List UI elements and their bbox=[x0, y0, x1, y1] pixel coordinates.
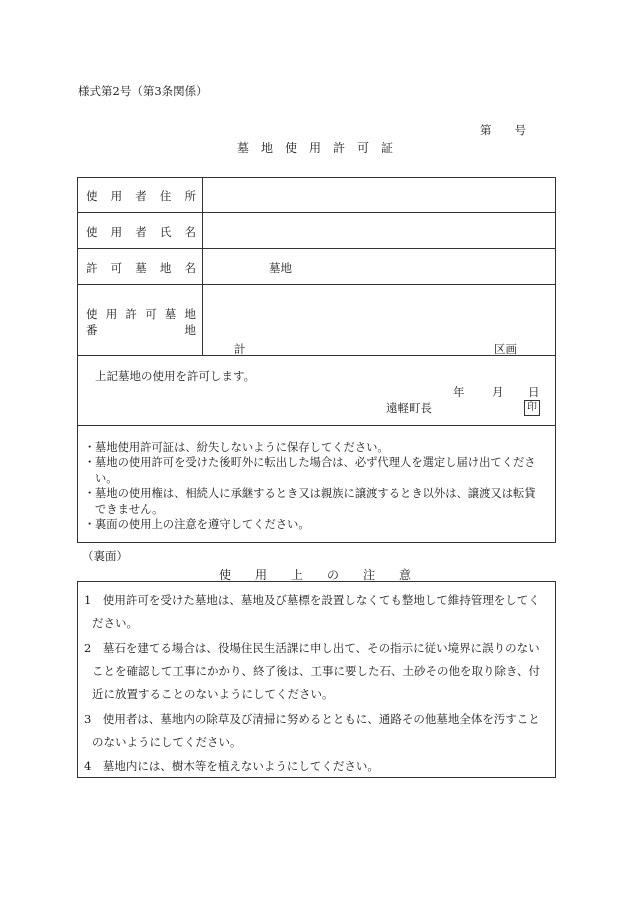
permit-statement: 上記墓地の使用を許可します。 bbox=[95, 369, 256, 383]
permit-table bbox=[77, 177, 556, 543]
seal-mark: 印 bbox=[524, 400, 540, 416]
caution-1-line-2: ださい。 bbox=[92, 616, 138, 630]
signer-title: 遠軽町長 bbox=[386, 401, 432, 415]
row-lot-number bbox=[78, 285, 555, 356]
caution-title: 使 用 上 の 注 意 bbox=[218, 568, 411, 582]
caution-3-line-2: のないようにしてください。 bbox=[92, 735, 242, 749]
label-cell bbox=[78, 178, 203, 212]
caution-box bbox=[77, 581, 556, 778]
permit-statement-block bbox=[78, 356, 555, 426]
label-lot-line2: 番 地 bbox=[86, 323, 196, 337]
label-user-address: 使 用 者 住 所 bbox=[86, 189, 196, 203]
caution-2-line-1: 2 墓石を建てる場合は、役場住民生活課に申し出て、その指示に従い境界に誤りのない bbox=[84, 641, 540, 655]
row-grave-name bbox=[78, 249, 555, 285]
reverse-side-label: （裏面） bbox=[82, 549, 128, 563]
date-year-label: 年 bbox=[453, 385, 465, 399]
document-title: 墓 地 使 用 許 可 証 bbox=[236, 141, 393, 155]
date-day-label: 日 bbox=[528, 385, 540, 399]
value-lot-unit: 区画 bbox=[494, 342, 517, 356]
row-user-name bbox=[78, 213, 555, 249]
label-cell bbox=[78, 213, 203, 248]
note-item: ・ 墓地の使用許可を受けた後町外に転出した場合は、必ず代理人を選定し届け出てくださ い。 bbox=[84, 456, 536, 485]
note-item: ・ 墓地の使用権は、相続人に承継するとき又は親族に譲渡するとき以外は、譲渡又は転貸 できません。 bbox=[84, 487, 536, 516]
caution-1-line-1: 1 使用許可を受けた墓地は、墓地及び墓標を設置しなくても整地して維持管理をしてく bbox=[84, 593, 540, 607]
note-item: ・ 裏面の使用上の注意を遵守してください。 bbox=[84, 518, 310, 531]
form-number: 様式第2号（第3条関係） bbox=[78, 84, 208, 98]
caution-2-line-3: 近に放置することのないようにしてください。 bbox=[92, 687, 334, 701]
row-user-address bbox=[78, 178, 555, 213]
caution-3-line-1: 3 使用者は、墓地内の除草及び清掃に努めるとともに、通路その他墓地全体を汚すこと bbox=[84, 712, 540, 726]
note-item: ・ 墓地使用許可証は、紛失しないように保存してください。 bbox=[84, 441, 389, 454]
document-number: 第 号 bbox=[480, 123, 526, 137]
value-lot-total: 計 bbox=[234, 342, 246, 356]
caution-2-line-2: ことを確認して工事にかかり、終了後は、工事に要した石、土砂その他を取り除き、付 bbox=[92, 664, 541, 678]
label-grave-name: 許 可 墓 地 名 bbox=[86, 261, 196, 275]
value-grave-name[interactable]: 墓地 bbox=[269, 261, 292, 275]
label-cell bbox=[78, 285, 203, 355]
caution-4-line-1: 4 墓地内には、樹木等を植えないようにしてください。 bbox=[84, 759, 379, 773]
label-lot-line1: 使 用 許 可 墓 地 bbox=[86, 307, 196, 321]
date-month-label: 月 bbox=[492, 385, 504, 399]
label-cell bbox=[78, 249, 203, 284]
label-user-name: 使 用 者 氏 名 bbox=[86, 225, 196, 239]
notes-block bbox=[78, 426, 555, 542]
